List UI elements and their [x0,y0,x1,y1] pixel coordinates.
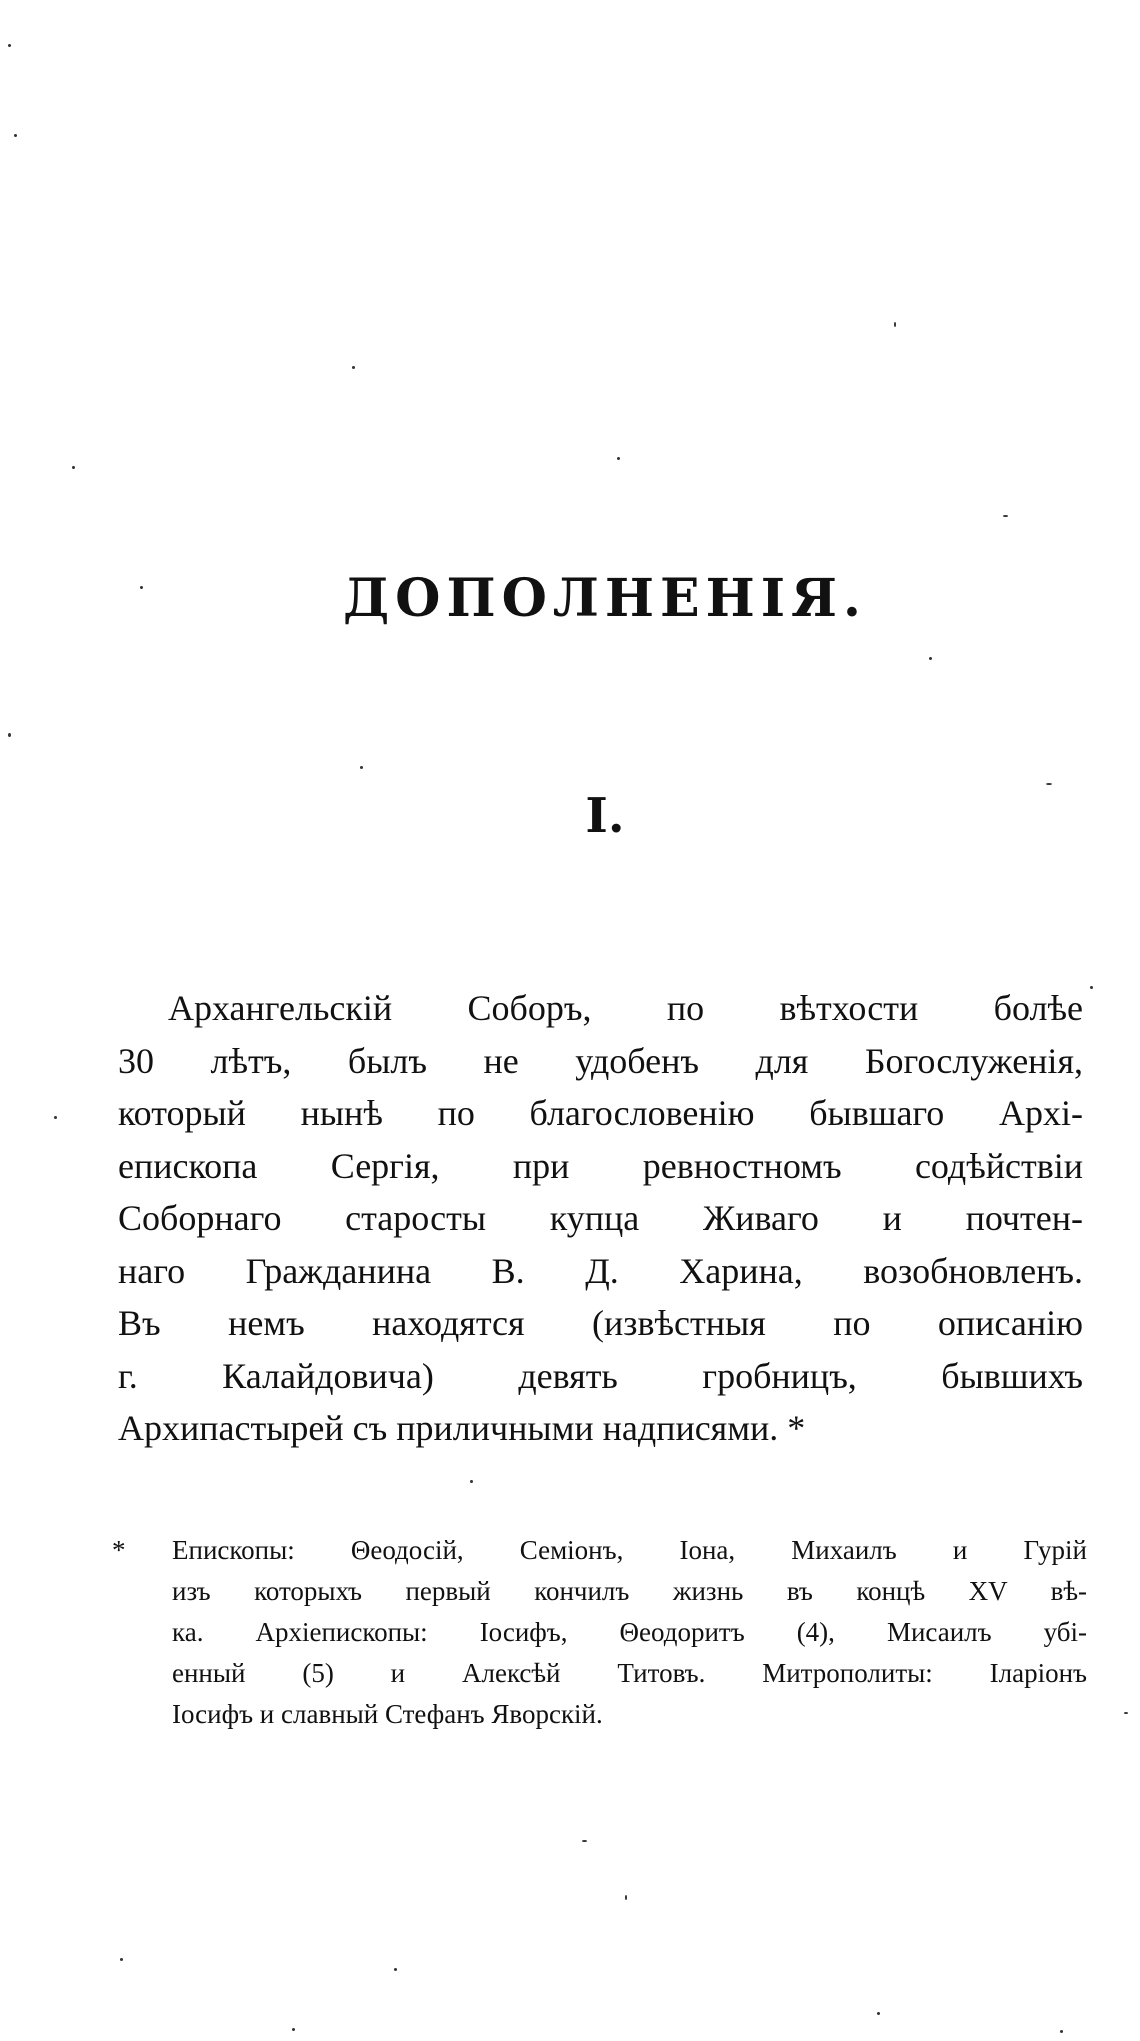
body-line: Архипастырей съ приличными надписями. * [118,1408,806,1448]
scan-speck [120,1958,123,1961]
scan-speck [1124,1712,1128,1714]
footnote-text [172,1530,1087,1735]
footnote-line: Епископы: Θеодосій, Семіонъ, Іона, Михаилъ и Гурій [172,1535,1087,1565]
scan-speck [929,657,932,660]
scan-speck [54,1116,57,1119]
scan-speck [14,134,17,137]
scan-speck [1046,783,1052,785]
body-line: г. Калайдовича) девять гробницъ, бывшихъ [118,1355,1083,1396]
scan-speck [292,2028,295,2031]
scan-speck [1090,986,1093,989]
scan-speck [8,733,11,737]
scan-speck [894,322,896,327]
footnote-line: Іосифъ и славный Стефанъ Яворскій. [172,1699,603,1729]
body-line: наго Гражданина В. Д. Харина, возобновленъ. [118,1250,1083,1291]
scan-speck [352,366,355,369]
footnote-line: ка. Архіепископы: Іосифъ, Θеодоритъ (4), Мисаилъ убі- [172,1617,1087,1647]
footnote-line: енный (5) и Алексѣй Титовъ. Митрополиты: Іларіонъ [172,1658,1087,1688]
scan-speck [1060,2030,1063,2033]
scan-speck [8,44,11,47]
body-line: который нынѣ по благословенію бывшаго Архі- [118,1093,1083,1133]
body-line: Соборнаго старосты купца Живаго и почтен- [118,1198,1083,1238]
scan-speck [394,1968,397,1971]
scan-speck [625,1895,627,1900]
body-line: 30 лѣтъ, былъ не удобенъ для Богослуженія, [118,1040,1083,1081]
footnote [112,1530,1087,1735]
scan-speck [360,766,363,769]
scan-speck [72,466,75,469]
footnote-marker: * [112,1535,126,1565]
scan-speck [470,1480,473,1483]
scan-speck [877,2012,880,2015]
page-title: ДОПОЛНЕНІЯ. [342,568,868,629]
scan-speck [617,457,620,460]
section-number: I. [585,788,625,844]
body-paragraph [118,982,1083,1455]
scan-speck [1003,515,1008,517]
footnote-line: изъ которыхъ первый кончилъ жизнь въ концѣ XV вѣ- [172,1576,1087,1606]
body-line: Архангельскій Соборъ, по вѣтхости болѣе [168,988,1083,1028]
body-line: Въ немъ находятся (извѣстныя по описанію [118,1303,1083,1343]
body-line: епископа Сергія, при ревностномъ содѣйствіи [118,1145,1083,1186]
scan-speck [582,1840,587,1842]
